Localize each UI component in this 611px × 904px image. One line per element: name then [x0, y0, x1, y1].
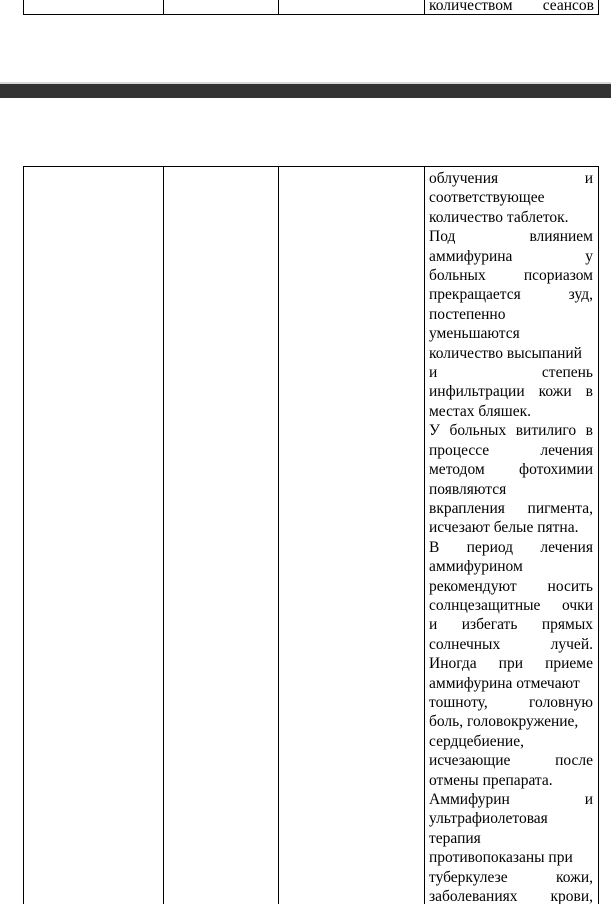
text-line — [429, 382, 593, 401]
word: кожи, — [556, 868, 593, 886]
word: головную — [529, 693, 593, 711]
text-line — [429, 771, 593, 790]
word: появляются — [429, 480, 507, 498]
word: аммифурина — [429, 247, 513, 265]
word: методом — [429, 461, 485, 479]
word: больных — [449, 422, 507, 440]
text-line — [429, 402, 593, 421]
text-line — [429, 790, 593, 809]
word: ультрафиолетовая — [429, 810, 548, 828]
word: солнечных — [429, 635, 501, 653]
text-line — [429, 712, 593, 731]
word: противопоказаны при — [429, 849, 573, 867]
word: отмены препарата. — [429, 771, 553, 789]
word: постепенно — [429, 305, 506, 323]
word: лечения — [540, 441, 593, 459]
word: в — [585, 383, 593, 401]
table-cell-col3 — [279, 0, 425, 15]
table-cell-col3 — [279, 167, 425, 904]
text-line — [429, 635, 593, 654]
text-line — [429, 324, 593, 343]
word: Под — [429, 228, 456, 246]
text-line — [429, 518, 593, 537]
word: количество таблеток. — [429, 208, 569, 226]
word: лучей. — [550, 635, 593, 653]
table-main — [23, 166, 599, 904]
word: боль, головокружение, — [429, 713, 579, 731]
word: фотохимии — [519, 461, 593, 479]
text-line — [429, 460, 593, 479]
word: терапия — [429, 829, 481, 847]
word: лечения — [540, 538, 593, 556]
text-line — [429, 499, 593, 518]
word: исчезающие — [429, 752, 511, 770]
word: псориазом — [523, 267, 593, 285]
page-separator — [0, 84, 611, 98]
text-line — [429, 809, 593, 828]
word: инфильтрации — [429, 383, 525, 401]
text-line — [429, 577, 593, 596]
text-line — [429, 480, 593, 499]
word: исчезают белые пятна. — [429, 519, 579, 537]
word: прямых — [541, 616, 593, 634]
text-line — [429, 247, 593, 266]
word: приеме — [545, 655, 593, 673]
text-line — [429, 441, 593, 460]
text-line — [429, 227, 593, 246]
table-cell-col2 — [164, 167, 279, 904]
text-line — [429, 848, 593, 867]
word: сеансов — [542, 0, 594, 14]
word: соответствующее — [429, 189, 545, 207]
word: облучения — [429, 170, 499, 187]
word: тошноту, — [429, 693, 488, 711]
text-line — [429, 868, 593, 887]
word: Аммифурин — [429, 791, 510, 808]
word: аммифурина отмечают — [429, 674, 580, 692]
text-line — [429, 208, 593, 227]
word: степень — [541, 364, 593, 382]
text-line — [429, 344, 593, 363]
word: влиянием — [529, 228, 593, 246]
word: зуд, — [568, 286, 593, 304]
text-line — [429, 421, 593, 440]
word: крови, — [550, 888, 593, 904]
word: кожи — [538, 383, 572, 401]
table-row — [24, 167, 599, 904]
table-cell-col1 — [24, 0, 164, 15]
word: У — [429, 422, 440, 440]
table-cell-col4 — [425, 0, 599, 15]
text-line — [429, 285, 593, 304]
word: вкрапления — [429, 499, 505, 517]
word: и — [429, 616, 438, 634]
text-line — [429, 654, 593, 673]
word: туберкулезе — [429, 868, 508, 886]
word: количество высыпаний — [429, 344, 582, 362]
text-line — [429, 538, 593, 557]
table-cell-col2 — [164, 0, 279, 15]
table-row — [24, 0, 599, 15]
word: заболеваниях — [429, 888, 518, 904]
word: при — [498, 655, 523, 673]
word: после — [555, 752, 593, 770]
text-line — [429, 887, 593, 904]
word: солнцезащитные — [429, 596, 541, 614]
word: и — [429, 364, 438, 382]
text-line — [429, 829, 593, 848]
text-line — [429, 615, 593, 634]
text-line — [429, 557, 593, 576]
table-cell-col1 — [24, 167, 164, 904]
table-cell-col4 — [425, 167, 599, 904]
word: местах бляшек. — [429, 402, 532, 420]
word: рекомендуют — [429, 577, 517, 595]
word: В — [429, 538, 440, 556]
word: витилиго — [515, 422, 577, 440]
word: количеством — [429, 0, 513, 14]
text-line — [429, 188, 593, 207]
word: очки — [562, 596, 593, 614]
text-line — [429, 363, 593, 382]
word: сердцебиение, — [429, 732, 524, 750]
table-fragment-top — [23, 0, 599, 15]
word: прекращается — [429, 286, 521, 304]
word: аммифурином — [429, 558, 523, 576]
text-line — [429, 305, 593, 324]
text-line — [429, 693, 593, 712]
word: пигмента, — [527, 499, 593, 517]
word: у — [585, 247, 593, 265]
word: и — [584, 170, 593, 187]
cell-paragraph — [425, 167, 598, 904]
word: и — [584, 791, 593, 808]
text-line — [429, 751, 593, 770]
text-line — [429, 0, 594, 14]
text-line — [429, 169, 593, 188]
text-line — [429, 732, 593, 751]
word: избегать — [461, 616, 518, 634]
text-line — [429, 674, 593, 693]
text-line — [429, 596, 593, 615]
word: процессе — [429, 441, 490, 459]
word: уменьшаются — [429, 325, 520, 343]
word: Иногда — [429, 655, 477, 673]
word: носить — [547, 577, 593, 595]
word: период — [466, 538, 514, 556]
text-line — [429, 266, 593, 285]
word: больных — [429, 267, 486, 285]
word: в — [585, 422, 593, 440]
